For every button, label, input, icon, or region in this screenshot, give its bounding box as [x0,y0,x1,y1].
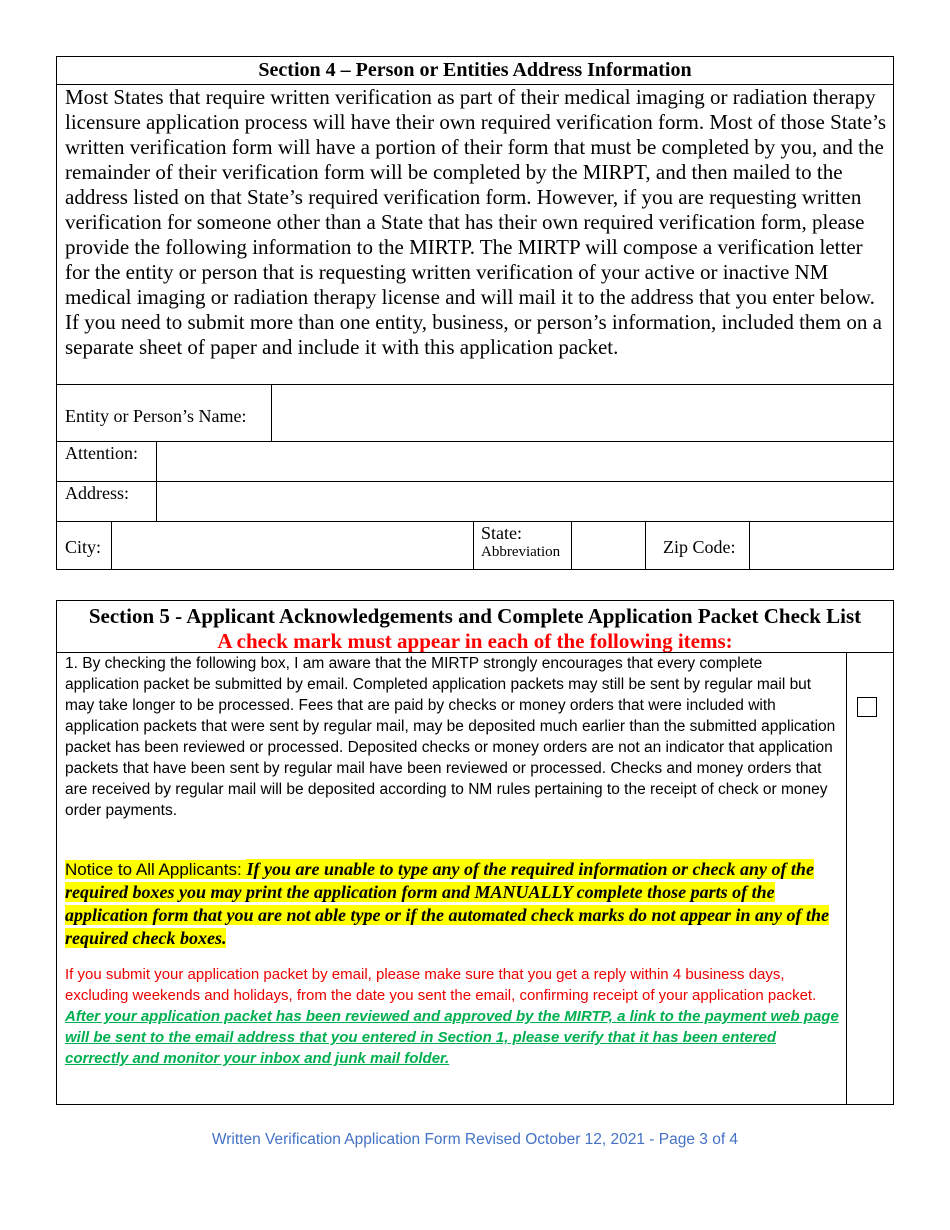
address-field[interactable] [165,483,880,505]
attention-label: Attention: [65,443,138,463]
notice-to-applicants [65,858,840,950]
email-instructions [65,964,840,1069]
divider [57,521,893,522]
email-note: If you submit your application packet by email, please make sure that you get a reply within 4 business days, excluding weekends and holidays, from the date you sent the email, confirming receipt of your application packet. [65,966,817,1004]
city-label: City: [65,537,102,557]
zip-code-field[interactable] [757,537,887,559]
divider [156,441,157,521]
state-label: State: [481,523,522,543]
section-5-title: Section 5 - Applicant Acknowledgements and Complete Application Packet Check List [88,604,862,628]
entity-name-label: Entity or Person’s Name: [65,406,247,426]
section-5 [56,600,894,1105]
divider [846,652,847,1104]
entity-name-field[interactable] [279,406,879,428]
payment-note: After your application packet has been reviewed and approved by the MIRTP, a link to the payment web page will be sent to the email address that you entered in Section 1, please verify that it has been entered correctly and monitor your inbox and junk mail folder. [65,1008,839,1067]
attention-field[interactable] [165,443,880,465]
acknowledgement-item-1: 1. By checking the following box, I am aware that the MIRTP strongly encourages that every complete application packet be submitted by email. Completed application packets may still be sent by regular mail but may take longer to be processed. Fees that are paid by checks or money orders that were included with application packets that were sent by regular mail, may be deposited much earlier than the submitted application packet has been reviewed or processed. Deposited checks or money orders are not an indicator that application packets that have been sent by regular mail have been reviewed or processed. Checks and money orders that are received by regular mail will be deposited according to NM rules pertaining to the receipt of check or money order payments. [65,655,836,819]
divider [473,521,474,570]
divider [57,441,893,442]
zip-code-label: Zip Code: [663,537,736,557]
section-4-title: Section 4 – Person or Entities Address Information [57,57,893,85]
notice-text: If you are unable to type any of the required information or check any of the required boxes you may print the application form and MANUALLY complete those parts of the application form that you are not able type or if the automated check marks do not appear in any of the required check boxes. [65,859,829,948]
address-label: Address: [65,483,129,503]
acknowledgement-checkbox[interactable] [857,697,877,717]
city-field[interactable] [119,537,464,559]
divider [57,481,893,482]
section-4 [56,56,894,570]
section-5-subtitle: A check mark must appear in each of the following items: [217,629,733,653]
divider [571,521,572,570]
divider [271,384,272,441]
divider [749,521,750,570]
notice-label: Notice to All Applicants: [65,860,242,879]
divider [645,521,646,570]
page-footer: Written Verification Application Form Revised October 12, 2021 - Page 3 of 4 [211,1131,739,1148]
section-4-instructions: Most States that require written verification as part of their medical imaging or radiation therapy licensure application process will have their own required verification form. Most of those State’s written verification form will have a portion of their form that must be completed by you, and the remainder of their verification form will be completed by the MIRPT, and then mailed to the address listed on that State’s required verification form. However, if you are requesting written verification for someone other than a State that has their own required verification form, please provide the following information to the MIRTP. The MIRTP will compose a verification letter for the entity or person that is requesting written verification of your active or inactive NM medical imaging or radiation therapy license and will mail it to the address that you enter below. If you need to submit more than one entity, business, or person’s information, included them on a separate sheet of paper and include it with this application packet. [65,85,887,359]
state-abbreviation-label: Abbreviation [481,544,561,560]
divider [57,384,893,385]
divider [111,521,112,570]
state-field[interactable] [579,537,639,559]
